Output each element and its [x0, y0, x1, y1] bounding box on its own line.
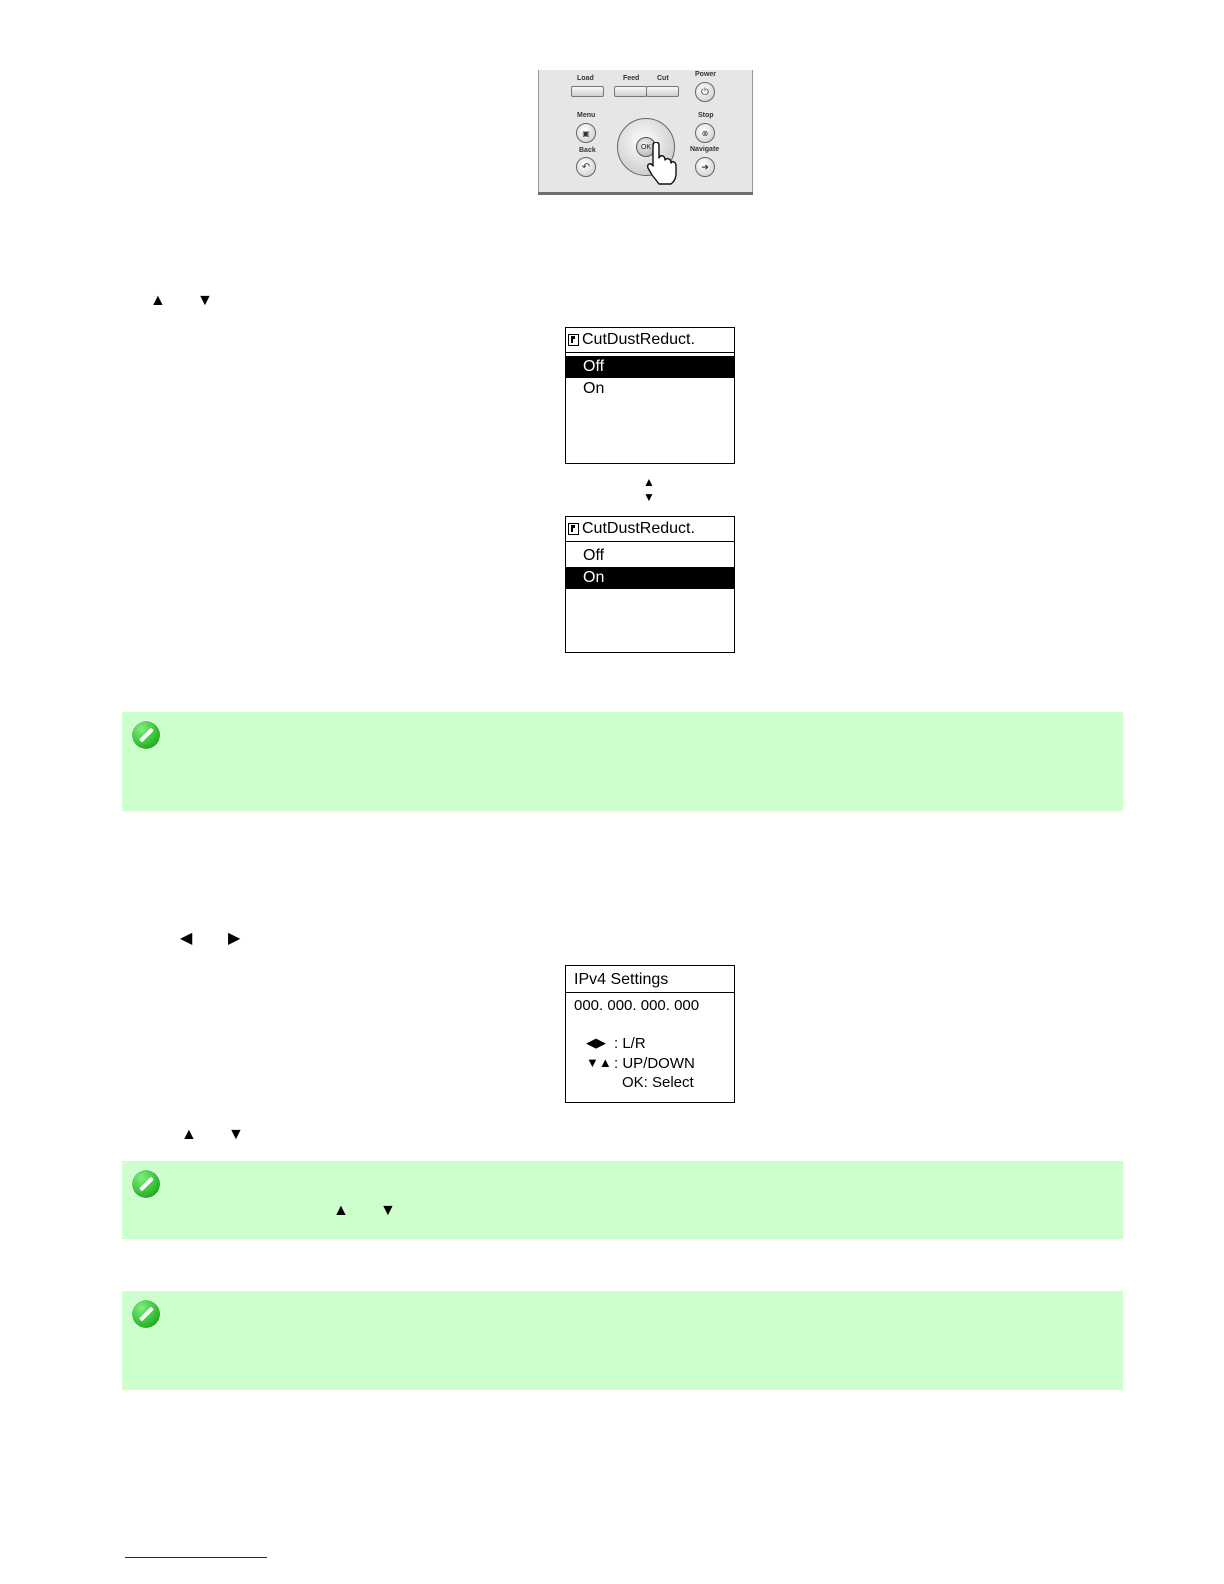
lcd-option-off[interactable]: Off — [583, 547, 605, 564]
note-box — [122, 712, 1123, 811]
load-button[interactable] — [571, 86, 604, 97]
navigate-button[interactable] — [695, 157, 715, 177]
back-icon: ↶ — [581, 161, 591, 173]
lcd-option-on[interactable]: On — [566, 567, 734, 589]
navigate-label: Navigate — [690, 146, 720, 153]
ok-label: OK — [640, 143, 652, 151]
pencil-note-icon — [131, 1169, 161, 1199]
load-label: Load — [577, 75, 594, 82]
lcd-option-on[interactable]: On — [583, 380, 605, 397]
menu-button[interactable] — [576, 123, 596, 143]
cut-button[interactable] — [646, 86, 679, 97]
down-arrow-icon: ▼ — [197, 292, 213, 309]
up-arrow-icon: ▲ — [181, 1126, 197, 1143]
lcd-title: CutDustReduct. — [582, 520, 695, 537]
menu-label: Menu — [577, 112, 596, 119]
down-arrow-icon: ▼ — [643, 490, 655, 504]
back-label: Back — [579, 147, 596, 154]
down-arrow-icon: ▼ — [380, 1202, 396, 1219]
lcd-title: CutDustReduct. — [582, 331, 695, 348]
pencil-note-icon — [131, 720, 161, 750]
lcd-screen-on-selected — [565, 516, 735, 653]
printer-menu-icon — [568, 523, 579, 535]
panel-edge — [538, 192, 753, 195]
feed-label: Feed — [623, 75, 640, 82]
ok-select-hint: OK: Select — [622, 1074, 694, 1091]
pointing-hand-icon — [647, 142, 677, 186]
ipv4-settings-screen — [565, 965, 735, 1103]
up-arrow-icon: ▲ — [333, 1202, 349, 1219]
down-arrow-icon: ▼ — [228, 1126, 244, 1143]
stop-button[interactable] — [695, 123, 715, 143]
up-arrow-icon: ▲ — [150, 292, 166, 309]
note-box — [122, 1291, 1123, 1390]
menu-icon: ▣ — [582, 128, 590, 138]
note-box — [122, 1161, 1123, 1239]
pencil-note-icon — [131, 1299, 161, 1329]
left-right-arrows-icon: ◀▶ — [586, 1035, 606, 1050]
lr-hint: : L/R — [614, 1035, 646, 1052]
ipv4-address[interactable]: 000. 000. 000. 000 — [574, 997, 700, 1014]
power-icon: ⏻ — [701, 86, 709, 98]
navigate-icon: ➜ — [701, 161, 709, 172]
printer-menu-icon — [568, 334, 579, 346]
lcd-screen-off-selected — [565, 327, 735, 464]
cut-label: Cut — [657, 75, 669, 82]
footer-link-underline[interactable] — [125, 1557, 267, 1558]
ipv4-title: IPv4 Settings — [566, 966, 734, 993]
updown-hint: : UP/DOWN — [614, 1055, 695, 1072]
right-arrow-icon: ▶ — [228, 930, 241, 947]
stop-label: Stop — [698, 112, 714, 119]
lcd-title-bar — [566, 328, 734, 353]
back-button[interactable] — [576, 157, 596, 177]
power-button[interactable] — [695, 82, 715, 102]
control-panel-illustration — [538, 70, 753, 195]
feed-button[interactable] — [614, 86, 647, 97]
lcd-option-off[interactable]: Off — [566, 356, 734, 378]
power-label: Power — [695, 71, 717, 78]
up-arrow-icon: ▲ — [643, 475, 655, 489]
stop-icon: ⊗ — [701, 128, 709, 138]
left-arrow-icon: ◀ — [180, 930, 193, 947]
up-down-arrows-icon: ▼▲ — [586, 1055, 612, 1070]
lcd-title-bar — [566, 517, 734, 542]
